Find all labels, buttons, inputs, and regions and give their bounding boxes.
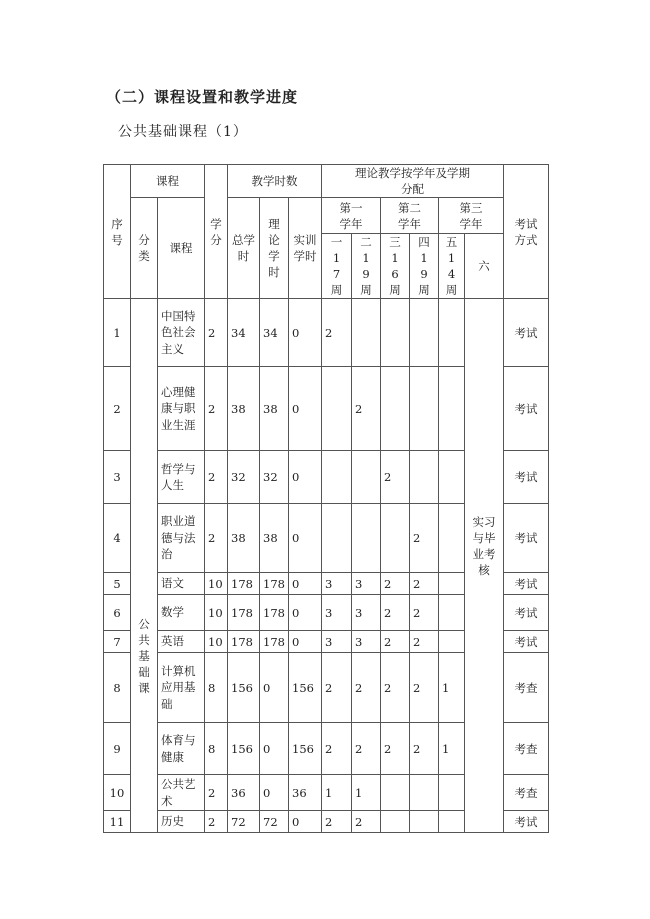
cell-theory-hours: 0 [260, 775, 289, 811]
cell-exam: 考试 [504, 631, 549, 653]
header-credit: 学分 [205, 165, 228, 299]
header-exam: 考试方式 [504, 165, 549, 299]
cell-course: 历史 [158, 811, 205, 833]
cell-sem1 [322, 504, 352, 573]
cell-practice-hours: 0 [289, 573, 322, 595]
table-row [104, 299, 549, 367]
cell-sem5 [439, 811, 465, 833]
cell-sem3: 2 [381, 451, 410, 504]
cell-seq: 6 [104, 595, 131, 631]
cell-course: 公共艺术 [158, 775, 205, 811]
cell-exam: 考查 [504, 775, 549, 811]
cell-total-hours: 72 [228, 811, 260, 833]
header-sem6: 六 [465, 234, 504, 299]
cell-practice-hours: 0 [289, 595, 322, 631]
cell-seq: 9 [104, 723, 131, 775]
section-heading: （二）课程设置和教学进度 [106, 88, 299, 106]
cell-theory-hours: 178 [260, 595, 289, 631]
cell-theory-hours: 38 [260, 367, 289, 451]
cell-total-hours: 178 [228, 631, 260, 653]
cell-sem2 [352, 451, 381, 504]
cell-sem5 [439, 299, 465, 367]
cell-theory-hours: 178 [260, 573, 289, 595]
cell-seq: 1 [104, 299, 131, 367]
cell-total-hours: 38 [228, 367, 260, 451]
cell-sem5 [439, 451, 465, 504]
cell-sem2 [352, 299, 381, 367]
cell-sem1: 3 [322, 595, 352, 631]
cell-theory-hours: 32 [260, 451, 289, 504]
cell-sem3: 2 [381, 595, 410, 631]
cell-total-hours: 36 [228, 775, 260, 811]
cell-sem5: 1 [439, 653, 465, 723]
cell-sem3 [381, 367, 410, 451]
cell-credit: 8 [205, 723, 228, 775]
cell-practice-hours: 0 [289, 631, 322, 653]
header-sem5: 五14周 [439, 234, 465, 299]
cell-sem1: 3 [322, 573, 352, 595]
cell-sem2 [352, 504, 381, 573]
cell-sem4: 2 [410, 723, 439, 775]
cell-credit: 2 [205, 775, 228, 811]
cell-seq: 4 [104, 504, 131, 573]
cell-sem4 [410, 811, 439, 833]
cell-total-hours: 34 [228, 299, 260, 367]
cell-course: 心理健康与职业生涯 [158, 367, 205, 451]
cell-total-hours: 38 [228, 504, 260, 573]
cell-seq: 8 [104, 653, 131, 723]
cell-sem4 [410, 775, 439, 811]
cell-credit: 2 [205, 504, 228, 573]
header-year3: 第三学年 [439, 198, 504, 234]
cell-course: 语文 [158, 573, 205, 595]
cell-sem4 [410, 451, 439, 504]
cell-sem4: 2 [410, 653, 439, 723]
cell-exam: 考查 [504, 723, 549, 775]
cell-sem3: 2 [381, 573, 410, 595]
cell-sem4: 2 [410, 573, 439, 595]
cell-sem3 [381, 504, 410, 573]
course-schedule-table [103, 164, 549, 833]
header-distribution: 理论教学按学年及学期分配 [322, 165, 504, 198]
cell-theory-hours: 34 [260, 299, 289, 367]
cell-sem4: 2 [410, 504, 439, 573]
header-sem4: 四19周 [410, 234, 439, 299]
header-course: 课程 [158, 198, 205, 299]
cell-practice-hours: 0 [289, 504, 322, 573]
cell-credit: 10 [205, 573, 228, 595]
cell-seq: 11 [104, 811, 131, 833]
cell-sem4: 2 [410, 631, 439, 653]
cell-sem3: 2 [381, 653, 410, 723]
cell-practice-hours: 156 [289, 653, 322, 723]
cell-exam: 考试 [504, 451, 549, 504]
cell-total-hours: 156 [228, 653, 260, 723]
cell-sem4: 2 [410, 595, 439, 631]
cell-sem3: 2 [381, 631, 410, 653]
cell-exam: 考试 [504, 504, 549, 573]
cell-sem2: 2 [352, 367, 381, 451]
cell-sem2: 3 [352, 595, 381, 631]
cell-sem1 [322, 367, 352, 451]
cell-exam: 考试 [504, 573, 549, 595]
cell-credit: 8 [205, 653, 228, 723]
cell-credit: 2 [205, 451, 228, 504]
header-sem2: 二19周 [352, 234, 381, 299]
cell-sem3: 2 [381, 723, 410, 775]
cell-sem1: 1 [322, 775, 352, 811]
cell-theory-hours: 0 [260, 653, 289, 723]
header-practice-hours: 实训学时 [289, 198, 322, 299]
header-seq: 序号 [104, 165, 131, 299]
cell-sem4 [410, 299, 439, 367]
cell-sem5: 1 [439, 723, 465, 775]
cell-seq: 5 [104, 573, 131, 595]
cell-exam: 考试 [504, 811, 549, 833]
header-sem1: 一17周 [322, 234, 352, 299]
cell-sem2: 2 [352, 723, 381, 775]
header-row-1 [104, 165, 549, 198]
cell-seq: 7 [104, 631, 131, 653]
cell-sem1: 3 [322, 631, 352, 653]
cell-course: 英语 [158, 631, 205, 653]
cell-theory-hours: 178 [260, 631, 289, 653]
cell-sem1 [322, 451, 352, 504]
cell-category: 公共基础课 [131, 299, 158, 833]
cell-practice-hours: 0 [289, 451, 322, 504]
cell-sem1: 2 [322, 299, 352, 367]
cell-seq: 2 [104, 367, 131, 451]
cell-sem6-note: 实习与毕业考核 [465, 299, 504, 833]
cell-practice-hours: 0 [289, 299, 322, 367]
cell-sem2: 3 [352, 573, 381, 595]
cell-theory-hours: 38 [260, 504, 289, 573]
cell-sem1: 2 [322, 653, 352, 723]
cell-course: 中国特色社会主义 [158, 299, 205, 367]
cell-sem1: 2 [322, 811, 352, 833]
cell-sem5 [439, 504, 465, 573]
cell-sem5 [439, 595, 465, 631]
header-row-2 [104, 198, 549, 234]
cell-sem3 [381, 811, 410, 833]
cell-credit: 2 [205, 811, 228, 833]
cell-credit: 2 [205, 367, 228, 451]
cell-sem5 [439, 573, 465, 595]
cell-sem5 [439, 775, 465, 811]
cell-theory-hours: 0 [260, 723, 289, 775]
header-hours-group: 教学时数 [228, 165, 322, 198]
cell-practice-hours: 156 [289, 723, 322, 775]
header-theory-hours: 理论学时 [260, 198, 289, 299]
header-category: 分类 [131, 198, 158, 299]
cell-exam: 考试 [504, 299, 549, 367]
cell-sem3 [381, 775, 410, 811]
cell-sem2: 3 [352, 631, 381, 653]
cell-credit: 10 [205, 595, 228, 631]
cell-seq: 10 [104, 775, 131, 811]
table-body [104, 165, 549, 833]
header-total-hours: 总学时 [228, 198, 260, 299]
cell-sem5 [439, 367, 465, 451]
cell-total-hours: 156 [228, 723, 260, 775]
cell-total-hours: 178 [228, 595, 260, 631]
header-sem3: 三16周 [381, 234, 410, 299]
cell-seq: 3 [104, 451, 131, 504]
cell-course: 数学 [158, 595, 205, 631]
cell-exam: 考试 [504, 367, 549, 451]
cell-practice-hours: 36 [289, 775, 322, 811]
header-course-group: 课程 [131, 165, 205, 198]
header-year2: 第二学年 [381, 198, 439, 234]
cell-sem2: 2 [352, 653, 381, 723]
cell-course: 哲学与人生 [158, 451, 205, 504]
cell-sem3 [381, 299, 410, 367]
header-year1: 第一学年 [322, 198, 381, 234]
cell-course: 计算机应用基础 [158, 653, 205, 723]
cell-total-hours: 32 [228, 451, 260, 504]
cell-sem4 [410, 367, 439, 451]
cell-course: 体育与健康 [158, 723, 205, 775]
cell-credit: 2 [205, 299, 228, 367]
cell-sem2: 1 [352, 775, 381, 811]
cell-practice-hours: 0 [289, 811, 322, 833]
cell-sem5 [439, 631, 465, 653]
cell-exam: 考试 [504, 595, 549, 631]
cell-theory-hours: 72 [260, 811, 289, 833]
cell-sem2: 2 [352, 811, 381, 833]
table-caption: 公共基础课程（1） [118, 124, 248, 140]
cell-total-hours: 178 [228, 573, 260, 595]
cell-practice-hours: 0 [289, 367, 322, 451]
cell-course: 职业道德与法治 [158, 504, 205, 573]
cell-exam: 考查 [504, 653, 549, 723]
cell-credit: 10 [205, 631, 228, 653]
cell-sem1: 2 [322, 723, 352, 775]
